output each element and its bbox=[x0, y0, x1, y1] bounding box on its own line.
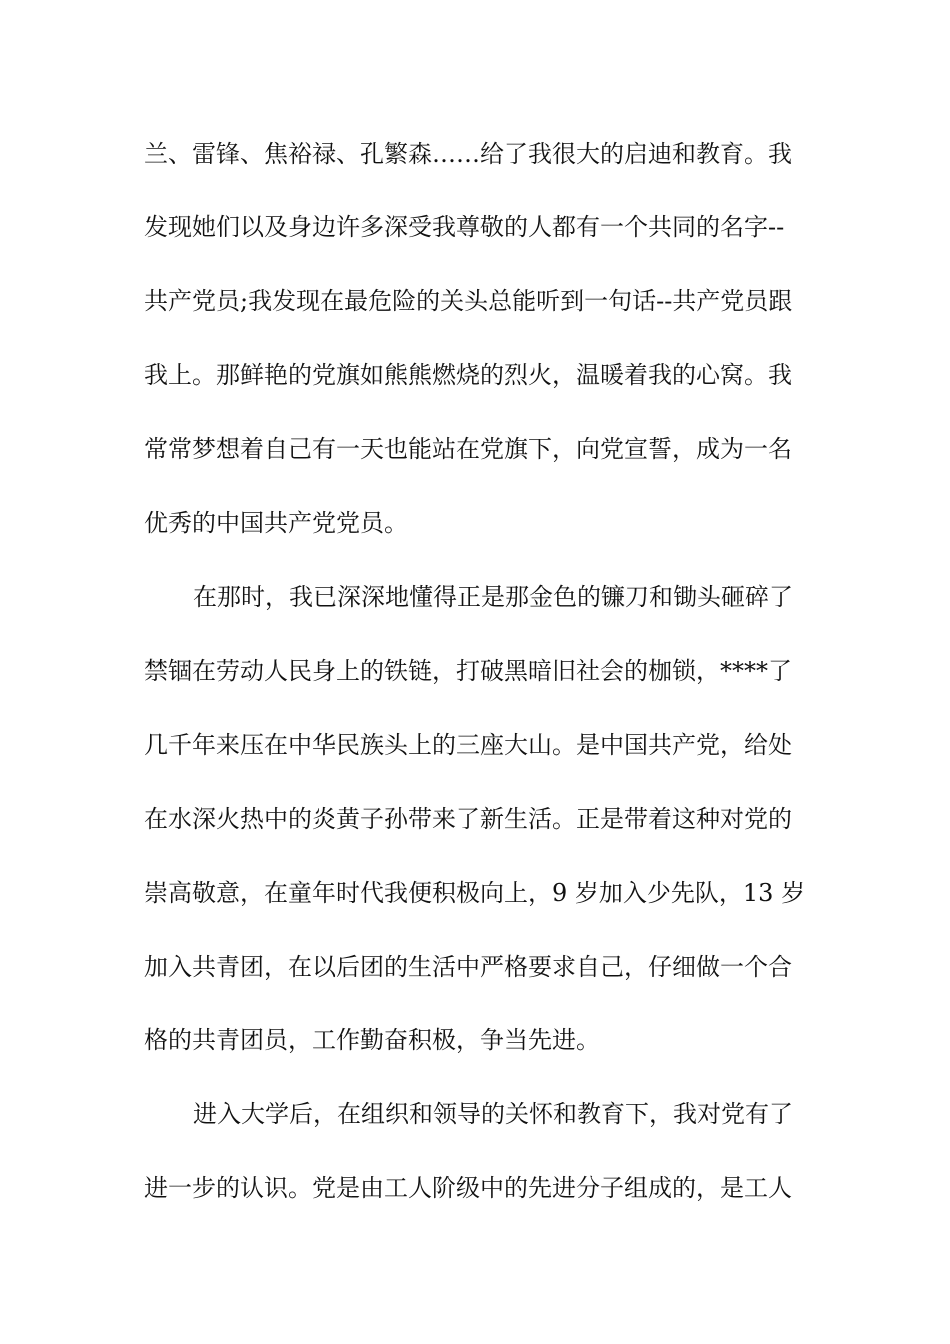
text-line: 共产党员;我发现在最危险的关头总能听到一句话--共产党员跟 bbox=[144, 287, 793, 315]
text-line: 兰、雷锋、焦裕禄、孔繁森……给了我很大的启迪和教育。我 bbox=[144, 140, 792, 168]
text-line: 禁锢在劳动人民身上的铁链，打破黑暗旧社会的枷锁，****了 bbox=[144, 657, 792, 685]
text-line: 发现她们以及身边许多深受我尊敬的人都有一个共同的名字-- bbox=[144, 213, 785, 241]
text-line: 格的共青团员，工作勤奋积极，争当先进。 bbox=[144, 1026, 600, 1054]
text-line: 我上。那鲜艳的党旗如熊熊燃烧的烈火，温暖着我的心窝。我 bbox=[144, 361, 792, 389]
text-line: 在水深火热中的炎黄子孙带来了新生活。正是带着这种对党的 bbox=[144, 805, 792, 833]
text-line: 常常梦想着自己有一天也能站在党旗下，向党宣誓，成为一名 bbox=[144, 435, 792, 463]
text-line: 加入共青团，在以后团的生活中严格要求自己，仔细做一个合 bbox=[144, 953, 792, 981]
paragraph-first-line: 进入大学后，在组织和领导的关怀和教育下，我对党有了 bbox=[193, 1100, 793, 1128]
text-line: 进一步的认识。党是由工人阶级中的先进分子组成的，是工人 bbox=[144, 1174, 792, 1202]
text-line: 几千年来压在中华民族头上的三座大山。是中国共产党，给处 bbox=[144, 731, 792, 759]
text-line: 优秀的中国共产党党员。 bbox=[144, 509, 408, 537]
text-line: 崇高敬意，在童年时代我便积极向上，9 岁加入少先队，13 岁 bbox=[144, 879, 806, 907]
paragraph-first-line: 在那时，我已深深地懂得正是那金色的镰刀和锄头砸碎了 bbox=[193, 583, 793, 611]
